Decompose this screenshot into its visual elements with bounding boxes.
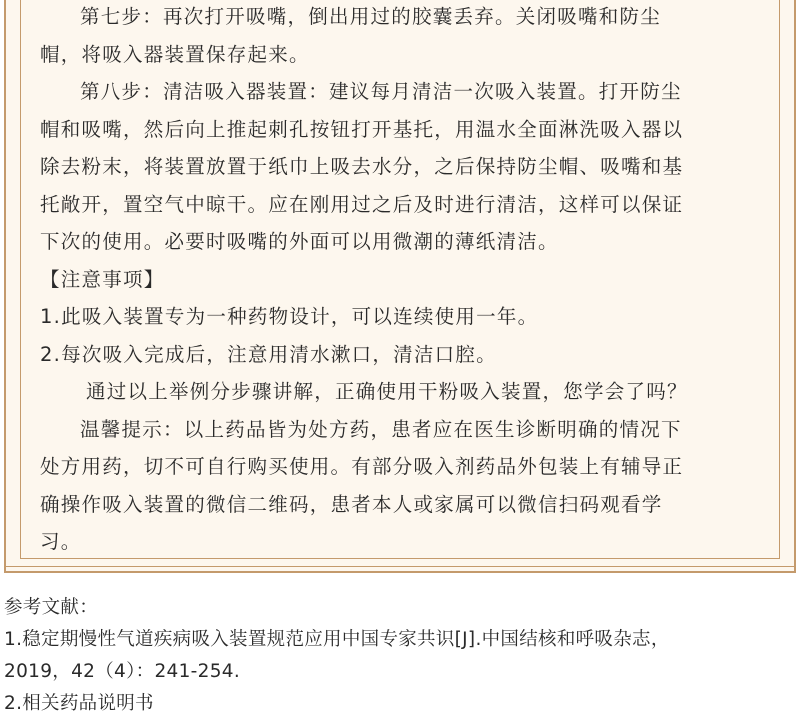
notes-heading: 【注意事项】	[40, 267, 165, 291]
step-eight-line-5: 下次的使用。必要时吸嘴的外面可以用微潮的薄纸清洁。	[40, 230, 559, 253]
tip-line-1: 温馨提示：以上药品皆为处方药，患者应在医生诊断明确的情况下	[80, 417, 682, 441]
reference-item-1-line-1: 1.稳定期慢性气道疾病吸入装置规范应用中国专家共识[J].中国结核和呼吸杂志，	[4, 629, 670, 650]
step-eight-line-1: 第八步：清洁吸入器装置：建议每月清洁一次吸入装置。打开防尘	[80, 80, 682, 103]
tip-line-2: 处方用药，切不可自行购买使用。有部分吸入剂药品外包装上有辅导正	[40, 455, 684, 478]
reference-item-2: 2.相关药品说明书	[4, 693, 154, 714]
summary-line: 通过以上举例分步骤讲解，正确使用干粉吸入装置，您学会了吗？	[86, 380, 688, 403]
reference-item-1-line-2: 2019，42（4）：241-254.	[4, 661, 241, 682]
step-seven-line-1: 第七步：再次打开吸嘴，倒出用过的胶囊丢弃。关闭吸嘴和防尘	[80, 5, 662, 28]
tip-line-3: 确操作吸入装置的微信二维码，患者本人或家属可以微信扫码观看学	[40, 492, 663, 516]
step-eight-line-2: 帽和吸嘴，然后向上推起刺孔按钮打开基托，用温水全面淋洗吸入器以	[40, 117, 684, 141]
step-seven-line-2: 帽，将吸入器装置保存起来。	[40, 42, 310, 66]
step-eight-line-3: 除去粉末，将装置放置于纸巾上吸去水分，之后保持防尘帽、吸嘴和基	[40, 155, 684, 178]
article-body	[40, 0, 770, 561]
card-bottom-line	[4, 566, 796, 567]
references-section	[4, 592, 796, 720]
references-heading: 参考文献：	[4, 597, 99, 618]
article-card	[4, 0, 796, 573]
note-item-1: 1.此吸入装置专为一种药物设计，可以连续使用一年。	[40, 305, 539, 328]
note-item-2: 2.每次吸入完成后，注意用清水漱口，清洁口腔。	[40, 342, 497, 366]
tip-line-4: 习。	[40, 530, 82, 553]
step-eight-line-4: 托敞开，置空气中晾干。应在刚用过之后及时进行清洁，这样可以保证	[40, 192, 684, 216]
